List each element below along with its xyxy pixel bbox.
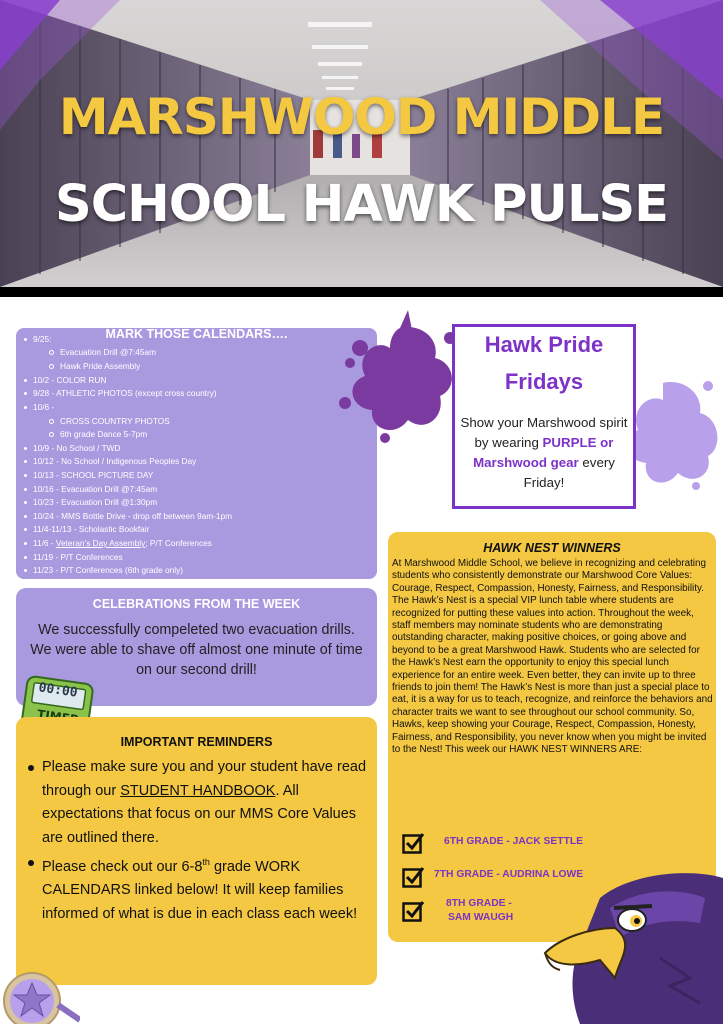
hawk-pride-title: Hawk Pride Fridays [484, 332, 604, 394]
reminders-title: IMPORTANT REMINDERS [120, 735, 273, 749]
calendar-panel [16, 328, 377, 579]
star-badge-icon [0, 965, 80, 1024]
list-item: 11/23 - P/T Conferences (6th grade only) [24, 564, 183, 578]
hawk-nest-text: At Marshwood Middle School, we believe in recognizing and celebrating students who consistently demonstrate our Marshwood Core Values: Courage, Respect, Compassion, Honesty, Fairness, and Responsibility. The Hawk’s Nest is a special VIP lunch table where students are recognized for putting these values into action. Throughout the week, staff members may nominate students who are demonstrating outstanding character, making positive choices, or going above and beyond to be a great Marshwood Hawk. Students who are selected for the Hawk’s Nest earn the opportunity to enjoy this special lunch experience for an entire week. Even better, they can invite up to three friends to join them! The Hawk’s Nest is more than just a special place to eat, it is a way for us to teach, recognize, and reinforce the behaviors and character traits we want to see throughout our school community. So, Hawks, keep showing your Courage, Respect, Compassion, Honesty, Fairness, and Responsibility, you never know when you might be invited to the Nest! This week our HAWK NEST WINNERS ARE: [392, 558, 713, 756]
list-item: 11/6 - Veteran’s Day Assembly; P/T Conferences [24, 537, 212, 551]
winner-6th-grade: 6TH GRADE - JACK SETTLE [444, 836, 584, 847]
list-item: 10/6 - [24, 401, 54, 415]
hawk-pride-text: Show your Marshwood spirit by wearing PURPLE or Marshwood gear every Friday! [460, 415, 628, 490]
header-banner [0, 0, 723, 287]
hawk-nest-title: HAWK NEST WINNERS [483, 541, 621, 555]
reminders-panel [16, 717, 377, 985]
celebrations-title: CELEBRATIONS FROM THE WEEK [92, 597, 301, 611]
list-item: 9/25: [24, 333, 51, 347]
list-item: 9/28 - ATHLETIC PHOTOS (except cross country) [24, 387, 217, 401]
list-item: 11/4-11/13 - Scholastic Bookfair [24, 523, 149, 537]
list-item: 11/19 - P/T Conferences [24, 551, 123, 565]
list-item: Hawk Pride Assembly [49, 360, 140, 374]
checkbox-icon [402, 832, 424, 854]
list-item: 10/24 - MMS Bottle Drive - drop off between 9am-1pm [24, 510, 232, 524]
list-item: 10/9 - No School / TWD [24, 442, 120, 456]
calendar-title: MARK THOSE CALENDARS…. [105, 328, 288, 341]
list-item: 10/2 - COLOR RUN [24, 374, 106, 388]
student-handbook-link[interactable]: STUDENT HANDBOOK [120, 782, 276, 799]
checkbox-icon [402, 866, 424, 888]
list-item: Please check out our 6-8th grade WORK CALENDARS linked below! It will keep families informed of what is due in each class each week! [22, 851, 367, 926]
header-divider [0, 287, 723, 297]
winner-8th-grade-name: SAM WAUGH [448, 912, 514, 923]
celebrations-text: We successfully compeleted two evacuation drills. We were able to shave off almost one minute of time on our second drill! [30, 622, 363, 678]
list-item: 6th grade Dance 5-7pm [49, 428, 147, 442]
hawk-mascot-icon [540, 868, 723, 1024]
list-item: 10/12 - No School / Indigenous Peoples Day [24, 455, 196, 469]
veterans-day-link[interactable]: Veteran’s Day Assembly [55, 538, 146, 548]
list-item: 10/13 - SCHOOL PICTURE DAY [24, 469, 153, 483]
newsletter-title-line1: MARSHWOOD MIDDLE [58, 88, 665, 146]
timer-display: 00:00 [37, 680, 79, 701]
hawk-pride-box [452, 324, 636, 509]
reminders-list [22, 756, 367, 927]
list-item: CROSS COUNTRY PHOTOS [49, 415, 170, 429]
list-item: 10/23 - Evacuation Drill @1:30pm [24, 496, 157, 510]
newsletter-title-line2: SCHOOL HAWK PULSE [54, 175, 669, 234]
list-item: Evacuation Drill @7:45am [49, 346, 156, 360]
list-item: 10/16 - Evacuation Drill @7:45am [24, 483, 157, 497]
purple-paint-splat [330, 308, 470, 448]
checkbox-icon [402, 900, 424, 922]
winner-8th-grade-label: 8TH GRADE - [446, 898, 512, 909]
list-item: Please make sure you and your student have read through our STUDENT HANDBOOK. All expectations that focus on our MMS Core Values are outlined there. [22, 756, 367, 850]
winner-7th-grade: 7TH GRADE - AUDRINA LOWE [434, 869, 584, 880]
